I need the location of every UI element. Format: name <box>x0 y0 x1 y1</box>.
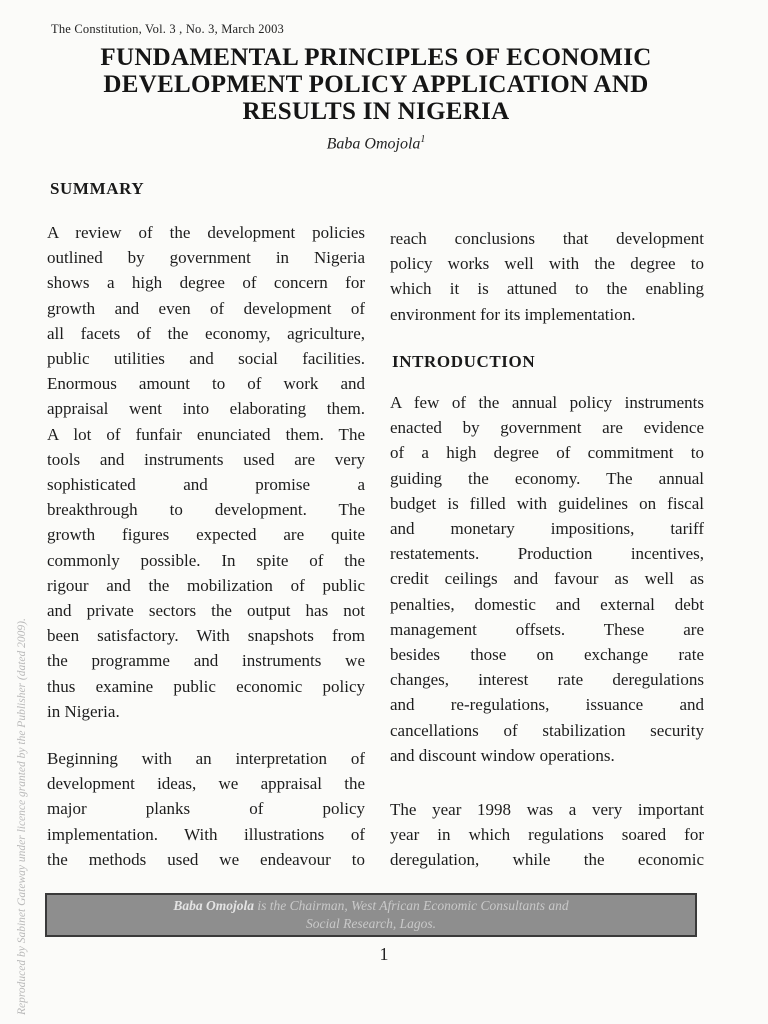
text-line: A lot of funfair enunciated them. The <box>47 424 365 444</box>
text-line: all facets of the economy, agriculture, <box>47 323 365 343</box>
introduction-heading: INTRODUCTION <box>392 352 536 371</box>
text-line: guiding the economy. The annual <box>390 468 704 488</box>
article-title <box>40 44 712 125</box>
text-line: A review of the development policies <box>47 223 365 242</box>
text-line: deregulation, while the economic <box>390 850 704 870</box>
text-line: and re-regulations, issuance and <box>390 695 704 715</box>
publisher-watermark <box>0 515 28 1015</box>
text-line: been satisfactory. With snapshots from <box>47 626 365 646</box>
journal-citation: The Constitution, Vol. 3 , No. 3, March 2003 <box>51 22 284 36</box>
text-line: in Nigeria. <box>47 701 120 721</box>
text-line: commonly possible. In spite of the <box>47 550 365 570</box>
text-line: outlined by government in Nigeria <box>47 248 365 268</box>
text-line: sophisticated and promise a <box>47 475 365 495</box>
text-line: thus examine public economic policy <box>47 676 365 696</box>
text-line: Beginning with an interpretation of <box>47 749 365 768</box>
text-line: policy works well with the degree to <box>390 254 704 274</box>
text-line: credit ceilings and favour as well as <box>390 569 704 589</box>
text-line: shows a high degree of concern for <box>47 273 365 293</box>
text-line: budget is filled with guidelines on fiscal <box>390 493 704 513</box>
text-line: breakthrough to development. The <box>47 500 365 520</box>
footnote-text-line-2: Social Research, Lagos. <box>306 916 436 931</box>
watermark-text: Reproduced by Sabinet Gateway under licence granted by the Publisher (dated 2009). <box>16 618 28 1015</box>
text-line: year in which regulations soared for <box>390 825 704 845</box>
text-line: Enormous amount to of work and <box>47 374 365 394</box>
text-line: growth figures expected are quite <box>47 525 365 545</box>
text-line: and discount window operations. <box>390 745 615 765</box>
text-line: environment for its implementation. <box>390 304 636 324</box>
footnote-text-line-1: is the Chairman, West African Economic Consultants and <box>254 898 569 913</box>
text-line: penalties, domestic and external debt <box>390 594 704 614</box>
text-line: and private sectors the output has not <box>47 601 365 621</box>
text-line: reach conclusions that development <box>390 229 704 248</box>
author-footnote-marker: 1 <box>420 134 426 145</box>
summary-paragraph-2 <box>47 746 365 872</box>
text-line: of a high degree of commitment to <box>390 443 704 463</box>
text-line: major planks of policy <box>47 799 365 819</box>
author-name: Baba Omojola <box>326 135 421 153</box>
footnote-author-name: Baba Omojola <box>173 898 254 913</box>
summary-paragraph-2-continued <box>390 226 704 327</box>
title-line-3: RESULTS IN NIGERIA <box>242 98 510 125</box>
text-line: besides those on exchange rate <box>390 645 704 665</box>
text-line: development ideas, we appraisal the <box>47 774 365 794</box>
text-line: the methods used we endeavour to <box>47 849 365 869</box>
text-line: changes, interest rate deregulations <box>390 670 704 690</box>
text-line: rigour and the mobilization of public <box>47 575 365 595</box>
text-line: restatements. Production incentives, <box>390 544 704 564</box>
title-line-1: FUNDAMENTAL PRINCIPLES OF ECONOMIC <box>100 44 652 71</box>
summary-paragraph-1 <box>47 220 365 724</box>
author-footnote <box>45 893 697 937</box>
text-line: public utilities and social facilities. <box>47 349 365 369</box>
text-line: implementation. With illustrations of <box>47 824 365 844</box>
title-line-2: DEVELOPMENT POLICY APPLICATION AND <box>103 71 649 98</box>
text-line: and monetary impositions, tariff <box>390 519 704 539</box>
text-line: management offsets. These are <box>390 619 704 639</box>
text-line: enacted by government are evidence <box>390 418 704 438</box>
page-number: 1 <box>379 944 389 964</box>
author-byline <box>40 134 712 153</box>
text-line: A few of the annual policy instruments <box>390 393 704 412</box>
introduction-paragraph-2 <box>390 797 704 873</box>
introduction-paragraph-1 <box>390 390 704 768</box>
text-line: The year 1998 was a very important <box>390 800 704 819</box>
text-line: the programme and instruments we <box>47 651 365 671</box>
summary-heading: SUMMARY <box>50 179 145 198</box>
text-line: growth and even of development of <box>47 298 365 318</box>
text-line: tools and instruments used are very <box>47 449 365 469</box>
text-line: appraisal went into elaborating them. <box>47 399 365 419</box>
text-line: cancellations of stabilization security <box>390 720 704 740</box>
text-line: which it is attuned to the enabling <box>390 279 704 299</box>
